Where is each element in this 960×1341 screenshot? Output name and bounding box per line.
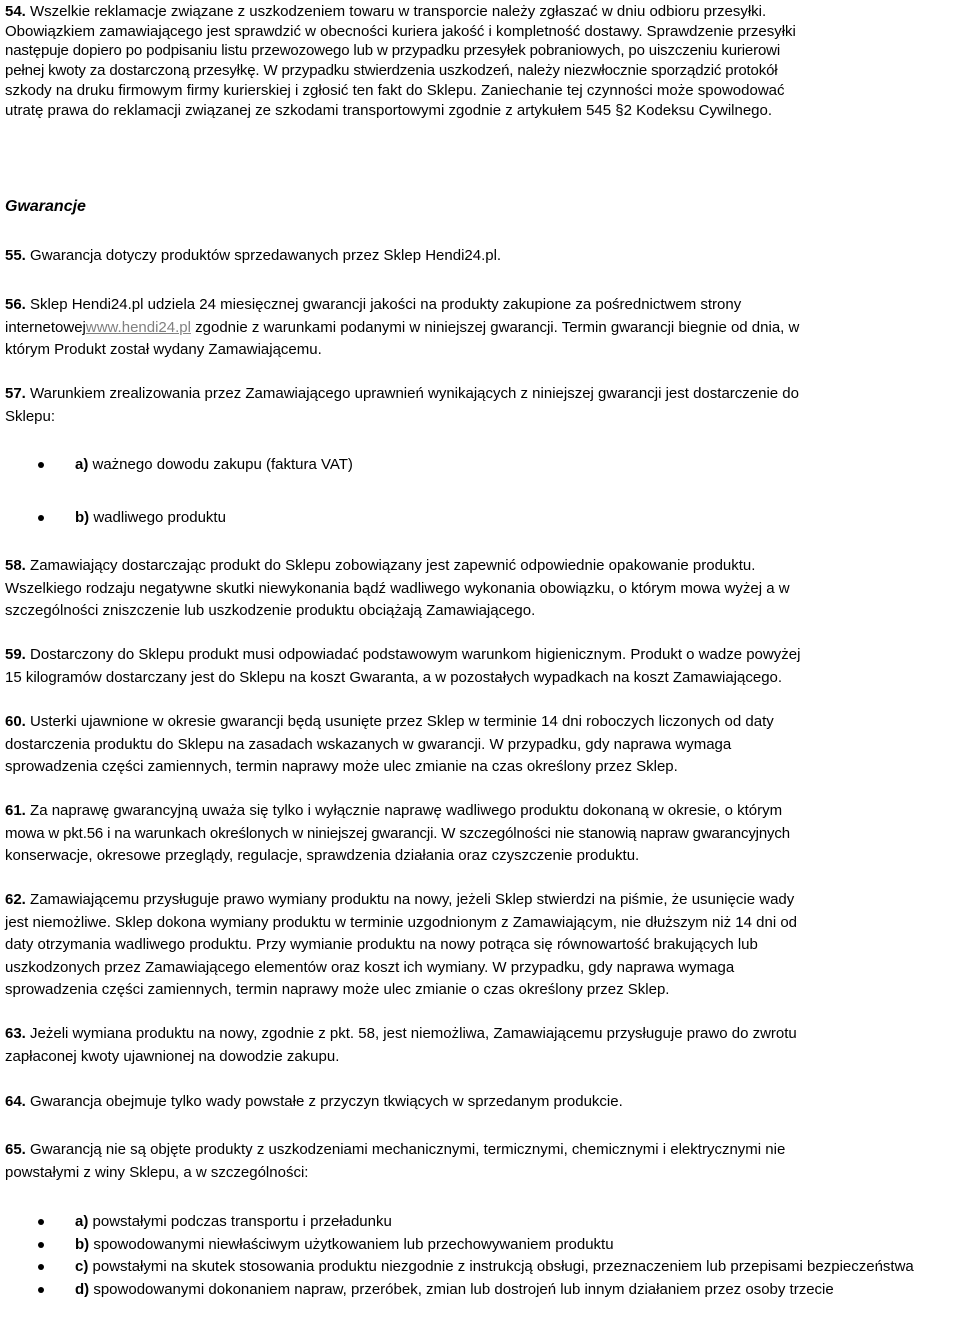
list-item: b) wadliwego produktu xyxy=(0,507,945,530)
section-number: 61. xyxy=(5,802,26,819)
list-item: a) powstałymi podczas transportu i przeładunku xyxy=(0,1211,945,1234)
list-item: b) spowodowanymi niewłaściwym użytkowaniem lub przechowywaniem produktu xyxy=(0,1234,945,1257)
section-63: 63. Jeżeli wymiana produktu na nowy, zgodnie z pkt. 58, jest niemożliwa, Zamawiającemu przysługuje prawo do zwrotu zapłaconej kwoty ujawnionej na dowodzie zakupu. xyxy=(5,1025,797,1065)
bullet-icon xyxy=(38,1219,44,1225)
section-62: 62. Zamawiającemu przysługuje prawo wymiany produktu na nowy, jeżeli Sklep stwierdzi na piśmie, że usunięcie wady jest niemożliwe. Sklep dokona wymiany produktu w terminie uzgodnionym z Zamawiającym, nie dłuższym niż 14 dni od daty otrzymania wadliwego produktu. Przy wymianie produktu na nowy potrąca się równowartość brakujących lub uszkodzonych przez Zamawiającego elementów oraz koszt ich wymiany. W przypadku, gdy naprawa wymaga sprowadzenia części zamiennych, termin naprawy może ulec zmianie o czas określony przez Sklep. xyxy=(5,891,798,998)
section-57: 57. Warunkiem zrealizowania przez Zamawiającego uprawnień wynikających z niniejszej gwarancji jest dostarczenie do Sklepu: xyxy=(5,385,799,425)
section-64: 64. Gwarancja obejmuje tylko wady powstałe z przyczyn tkwiących w sprzedanym produkcie. xyxy=(5,1093,623,1110)
section-61: 61. Za naprawę gwarancyjną uważa się tylko i wyłącznie naprawę wadliwego produktu dokonaną w okresie, o którym mowa w pkt.56 i na warunkach określonych w niniejszej gwarancji. W szczególności nie stanowią napraw gwarancyjnych konserwacje, okresowe przeglądy, regulacje, sprawdzenia działania oraz czyszczenie produktu. xyxy=(5,802,790,864)
section-60: 60. Usterki ujawnione w okresie gwarancji będą usunięte przez Sklep w terminie 14 dni roboczych liczonych od daty dostarczenia produktu do Sklepu na zasadach wskazanych w gwarancji. W przypadku, gdy naprawa wymaga sprowadzenia części zamiennych, termin naprawy może ulec zmianie na czas określony przez Sklep. xyxy=(5,713,774,775)
section-number: 59. xyxy=(5,646,26,663)
section-65: 65. Gwarancją nie są objęte produkty z uszkodzeniami mechanicznymi, termicznymi, chemicznymi i elektrycznymi nie powstałymi z winy Sklepu, a w szczególności: xyxy=(5,1141,786,1181)
section-58: 58. Zamawiający dostarczając produkt do Sklepu zobowiązany jest zapewnić odpowiednie opakowanie produktu. Wszelkiego rodzaju negatywne skutki niewykonania bądź wadliwego wykonania obowiązku, o którym mowa wyżej a w szczególności zniszczenie lub uszkodzenie produktu obciążają Zamawiającego. xyxy=(5,557,790,619)
section-heading-gwarancje: Gwarancje xyxy=(5,198,86,215)
bullet-icon xyxy=(38,1287,44,1293)
section-number: 65. xyxy=(5,1141,26,1158)
bullet-icon xyxy=(38,1264,44,1270)
list-item: a) ważnego dowodu zakupu (faktura VAT) xyxy=(0,454,945,477)
section-number: 64. xyxy=(5,1093,26,1110)
section-number: 60. xyxy=(5,713,26,730)
section-56: 56. Sklep Hendi24.pl udziela 24 miesięcznej gwarancji jakości na produkty zakupione za pośrednictwem strony internetowejwww.hendi24.pl zgodnie z warunkami podanymi w niniejszej gwarancji. Termin gwarancji biegnie od dnia, w którym Produkt został wydany Zamawiającemu. xyxy=(5,296,800,358)
section-number: 63. xyxy=(5,1025,26,1042)
section-number: 62. xyxy=(5,891,26,908)
section-number: 58. xyxy=(5,557,26,574)
bullet-icon xyxy=(38,462,44,468)
list-item: d) spowodowanymi dokonaniem napraw, przeróbek, zmian lub dostrojeń lub innym działaniem przez osoby trzecie xyxy=(0,1279,945,1302)
section-number: 57. xyxy=(5,385,26,402)
section-54: 54. Wszelkie reklamacje związane z uszkodzeniem towaru w transporcie należy zgłaszać w dniu odbioru przesyłki. Obowiązkiem zamawiającego jest sprawdzić w obecności kuriera jakość i kompletność dostawy. Sprawdzenie przesyłki następuje dopiero po podpisaniu listu przewozowego lub w przypadku przesyłek pobraniowych, po uiszczeniu kurierowi pełnej kwoty za dostarczoną przesyłkę. W przypadku stwierdzenia uszkodzeń, należy niezwłocznie sporządzić protokół szkody na druku firmowym firmy kurierskiej i zgłosić ten fakt do Sklepu. Zaniechanie tej czynności może spowodować utratę prawa do reklamacji związanej ze szkodami transportowymi zgodnie z artykułem 545 §2 Kodeksu Cywilnego. xyxy=(5,3,796,119)
section-number: 56. xyxy=(5,296,26,313)
section-number: 55. xyxy=(5,247,26,264)
section-number: 54. xyxy=(5,3,26,20)
list-item: c) powstałymi na skutek stosowania produktu niezgodnie z instrukcją obsługi, przeznaczeniem lub przepisami bezpieczeństwa xyxy=(0,1256,945,1279)
exclusions-list xyxy=(0,1211,960,1301)
requirements-list xyxy=(0,454,960,529)
bullet-icon xyxy=(38,515,44,521)
section-55: 55. Gwarancja dotyczy produktów sprzedawanych przez Sklep Hendi24.pl. xyxy=(5,247,502,264)
bullet-icon xyxy=(38,1242,44,1248)
hendi24-link[interactable]: www.hendi24.pl xyxy=(85,318,191,336)
section-59: 59. Dostarczony do Sklepu produkt musi odpowiadać podstawowym warunkom higienicznym. Produkt o wadze powyżej 15 kilogramów dostarczany jest do Sklepu na koszt Gwaranta, a w pozostałych wypadkach na koszt Zamawiającego. xyxy=(5,646,801,686)
